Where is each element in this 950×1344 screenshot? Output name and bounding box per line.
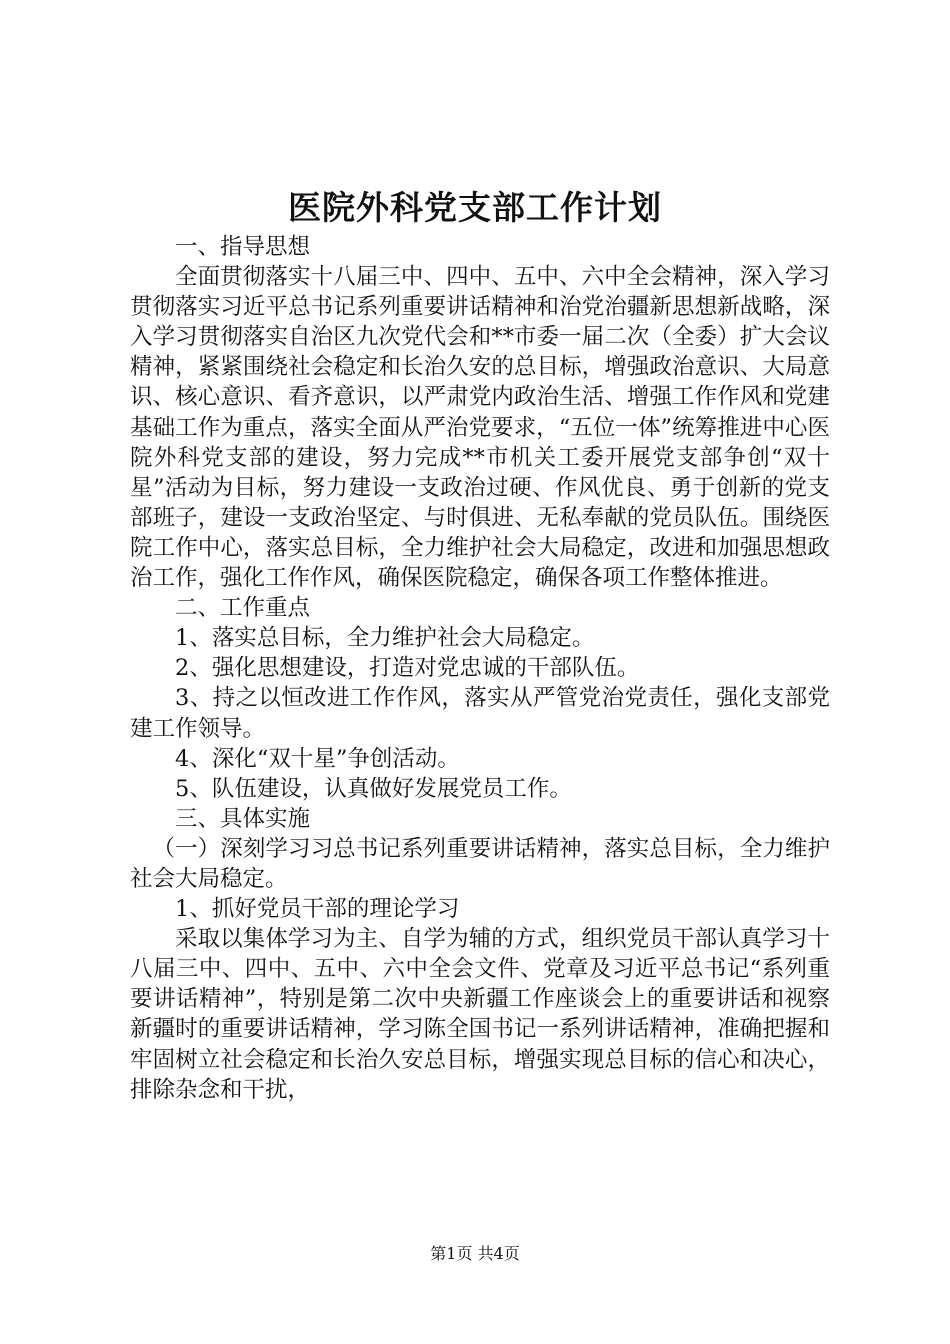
paragraph: 1、落实总目标，全力维护社会大局稳定。 [175, 625, 595, 652]
paragraph: 4、深化“双十星”争创活动。 [175, 745, 460, 772]
document-body [130, 232, 830, 1105]
paragraph: 1、抓好党员干部的理论学习 [175, 896, 460, 923]
paragraph: 一、指导思想 [175, 234, 311, 260]
paragraph: （一）深刻学习习总书记系列重要讲话精神，落实总目标，全力维护社会大局稳定。 [130, 835, 830, 892]
paragraph: 2、强化思想建设，打造对党忠诚的干部队伍。 [175, 655, 640, 682]
paragraph: 二、工作重点 [175, 595, 311, 622]
paragraph: 全面贯彻落实十八届三中、四中、五中、六中全会精神，深入学习贯彻落实习近平总书记系列重要讲话精神和治党治疆新思想新战略，深入学习贯彻落实自治区九次党代会和**市委一届二次（全委）扩大会议精神，紧紧围绕社会稳定和长治久安的总目标，增强政治意识、大局意识、核心意识、看齐意识，以严肃党内政治生活、增强工作作风和党建基础工作为重点，落实全面从严治党要求，“五位一体”统筹推进中心医院外科党支部的建设，努力完成**市机关工委开展党支部争创“双十星”活动为目标，努力建设一支政治过硬、作风优良、勇于创新的党支部班子，建设一支政治坚定、与时俱进、无私奉献的党员队伍。围绕医院工作中心，落实总目标，全力维护社会大局稳定，改进和加强思想政治工作，强化工作作风，确保医院稳定，确保各项工作整体推进。 [130, 264, 830, 592]
paragraph: 采取以集体学习为主、自学为辅的方式，组织党员干部认真学习十八届三中、四中、五中、六中全会文件、党章及习近平总书记“系列重要讲话精神”，特别是第二次中央新疆工作座谈会上的重要讲话和视察新疆时的重要讲话精神，学习陈全国书记一系列讲话精神，准确把握和牢固树立社会稳定和长治久安总目标，增强实现总目标的信心和决心，排除杂念和干扰， [130, 926, 830, 1103]
paragraph: 5、队伍建设，认真做好发展党员工作。 [175, 775, 572, 802]
paragraph: 3、持之以恒改进工作作风，落实从严管党治党责任，强化支部党建工作领导。 [130, 685, 830, 742]
document-title: 医院外科党支部工作计划 [288, 188, 662, 227]
paragraph: 三、具体实施 [175, 805, 311, 832]
page-footer: 第1页 共4页 [430, 1244, 520, 1263]
